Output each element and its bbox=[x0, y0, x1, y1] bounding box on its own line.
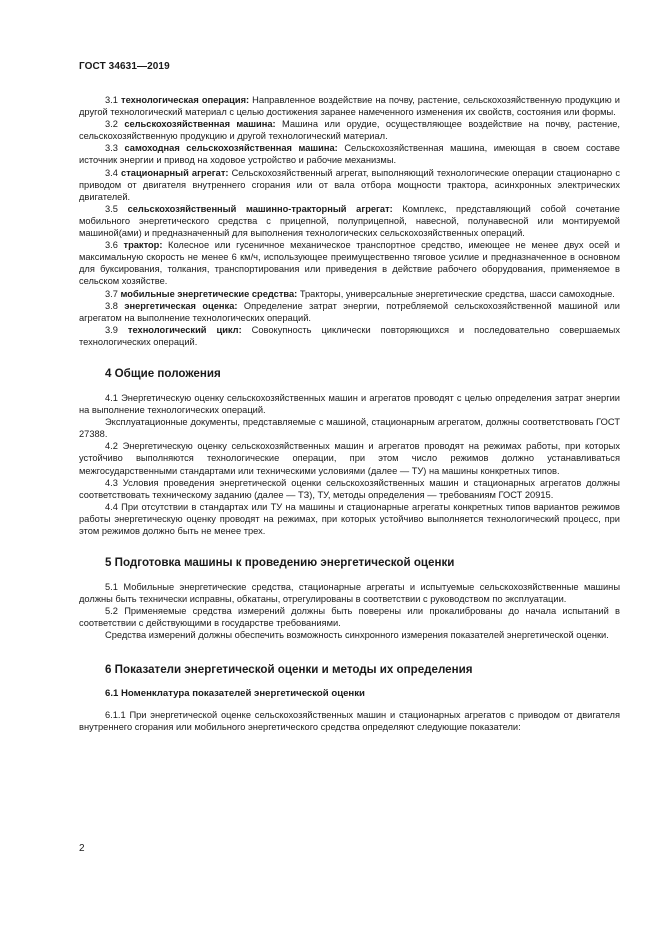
definition-term: технологическая операция: bbox=[121, 95, 250, 105]
section-5-paragraph: Средства измерений должны обеспечить возможность синхронного измерения показателей энергетической оценки. bbox=[105, 630, 609, 641]
section-4-paragraph: Эксплуатационные документы, представляемые с машиной, стационарным агрегатом, должны соответствовать ГОСТ 27388. bbox=[79, 417, 620, 440]
document-body bbox=[79, 94, 620, 733]
definition-item: 3.1 технологическая операция: Направленное воздействие на почву, растение, сельскохозяйственную продукцию и другой технологический материал с целью достижения заранее намеченного изменения их свойств, состояния или формы. bbox=[79, 95, 620, 118]
section-5-paragraph: 5.2 Применяемые средства измерений должны быть поверены или прокалиброваны до начала испытаний в соответствии с действующими в государстве требованиями. bbox=[79, 606, 620, 629]
definition-item: 3.5 сельскохозяйственный машинно-тракторный агрегат: Комплекс, представляющий собой сочетание мобильного энергетического средства с прицепной, полуприцепной, навесной, полунавесной или монтируемой машиной(ами) и предназначенный для выполнения технологических сельскохозяйственных операций. bbox=[79, 203, 620, 239]
definition-term: мобильные энергетические средства: bbox=[120, 288, 298, 299]
definition-term: трактор: bbox=[123, 240, 163, 251]
page-number: 2 bbox=[79, 843, 85, 854]
definition-term: стационарный агрегат: bbox=[121, 167, 229, 178]
definition-term: сельскохозяйственный машинно-тракторный агрегат: bbox=[127, 203, 393, 214]
section-4-paragraph: 4.4 При отсутствии в стандартах или ТУ на машины и стационарные агрегаты конкретных типов вариантов режимов работы энергетическую оценку проводят на режимах, при которых устойчиво выполняется технологический процесс, при этом режимов должно быть не менее трех. bbox=[79, 501, 620, 536]
definition-term: самоходная сельскохозяйственная машина: bbox=[124, 143, 338, 154]
definition-term: сельскохозяйственная машина: bbox=[124, 119, 276, 130]
section-5-paragraph: 5.1 Мобильные энергетические средства, стационарные агрегаты и испытуемые сельскохозяйственные машины должны быть технически исправны, обкатаны, отрегулированы в соответствии с руководством по эксплуатации. bbox=[79, 582, 620, 605]
section-6-title: 6 Показатели энергетической оценки и методы их определения bbox=[105, 662, 473, 676]
definition-term: энергетическая оценка: bbox=[124, 300, 238, 311]
definition-term: технологический цикл: bbox=[127, 324, 242, 335]
definition-item: 3.3 самоходная сельскохозяйственная машина: Сельскохозяйственная машина, имеющая в своем составе источник энергии и привод на ходовое устройство и рабочие механизмы. bbox=[79, 143, 620, 166]
section-4-paragraph: 4.3 Условия проведения энергетической оценки сельскохозяйственных машин и стационарных агрегатов должны соответствовать техническому заданию (далее — ТЗ), ТУ, методы определения — требованиям ГОСТ 20915. bbox=[79, 477, 620, 500]
section-4-title: 4 Общие положения bbox=[105, 366, 221, 380]
definition-item: 3.2 сельскохозяйственная машина: Машина или орудие, осуществляющее воздействие на почву, растение, сельскохозяйственную продукцию и другой технологический материал. bbox=[79, 119, 620, 142]
definition-item: 3.9 технологический цикл: Совокупность циклически повторяющихся и последовательно совершаемых технологических операций. bbox=[79, 324, 620, 347]
section-4-paragraph: 4.1 Энергетическую оценку сельскохозяйственных машин и агрегатов проводят с целью определения затрат энергии на выполнение технологических операций. bbox=[79, 392, 620, 416]
definition-item: 3.7 мобильные энергетические средства: Тракторы, универсальные энергетические средства, шасси самоходные. bbox=[105, 288, 615, 299]
standard-header: ГОСТ 34631—2019 bbox=[79, 61, 170, 72]
definition-item: 3.6 трактор: Колесное или гусеничное механическое транспортное средство, имеющее не менее двух осей и максимальную скорость не менее 6 км/ч, использующее преимущественно тяговое усилие и предназначенное в основном для буксирования, толкания, транспортирования или приведения в действие рабочего оборудования, применяемое в сельском хозяйстве. bbox=[79, 240, 620, 287]
section-6-1-title: 6.1 Номенклатура показателей энергетической оценки bbox=[105, 687, 365, 699]
definition-item: 3.4 стационарный агрегат: Сельскохозяйственный агрегат, выполняющий технологические операции стационарно с приводом от двигателя внутреннего сгорания или от вала отбора мощности трактора, асинхронных электрических двигателей. bbox=[79, 167, 620, 202]
section-6-paragraph: 6.1.1 При энергетической оценке сельскохозяйственных машин и стационарных агрегатов с приводом от двигателя внутреннего сгорания или мобильного энергетического средства определяют следующие показатели: bbox=[79, 709, 620, 732]
definition-item: 3.8 энергетическая оценка: Определение затрат энергии, потребляемой сельскохозяйственной машиной или агрегатом на выполнение технологических операций. bbox=[79, 300, 620, 323]
section-5-title: 5 Подготовка машины к проведению энергетической оценки bbox=[105, 556, 455, 570]
definitions-list bbox=[79, 94, 620, 348]
section-4-paragraph: 4.2 Энергетическую оценку сельскохозяйственных машин и агрегатов проводят на режимах работы, при которых устойчиво выполняются технологические операции, при этом число режимов должно устанавливаться межгосударственными стандартами или техническими условиями (далее — ТУ) на машины конкретных типов. bbox=[79, 441, 620, 476]
